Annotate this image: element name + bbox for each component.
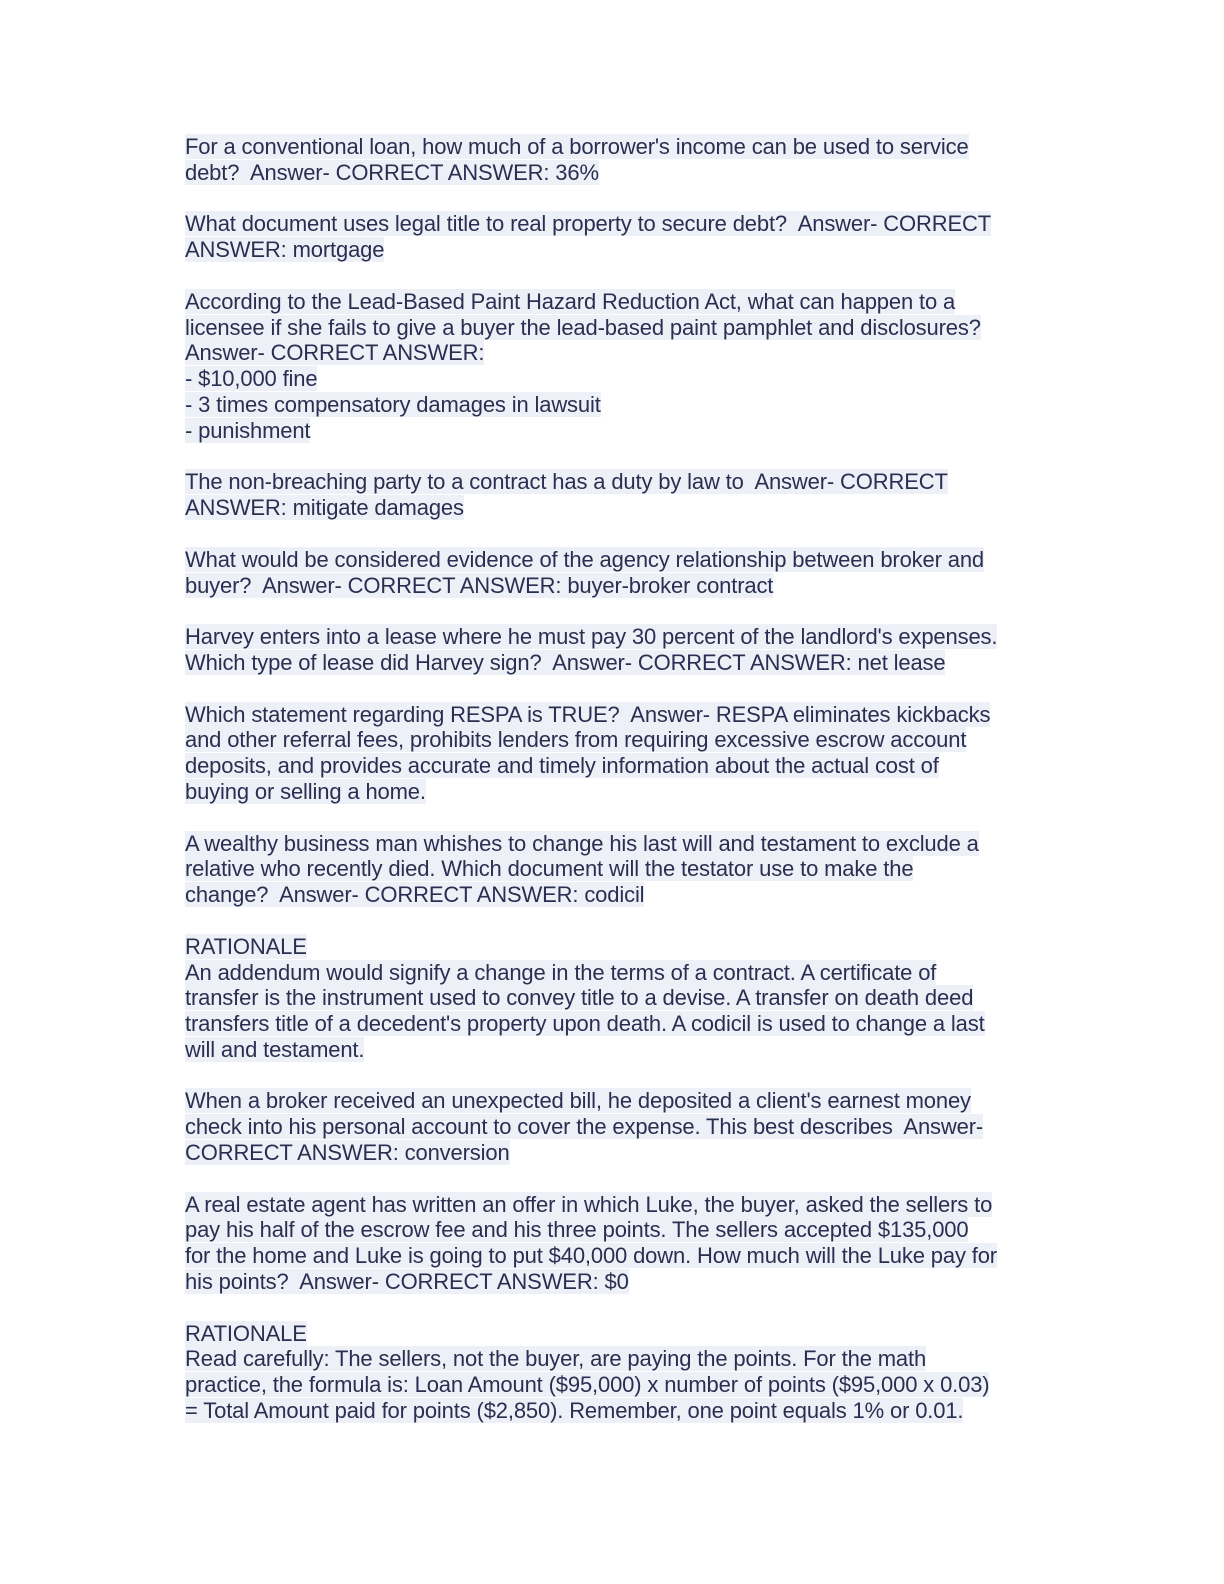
text-line-content: his points? Answer- CORRECT ANSWER: $0 bbox=[185, 1269, 629, 1295]
text-line bbox=[185, 753, 1035, 779]
text-line bbox=[185, 1217, 1035, 1243]
text-line-content: = Total Amount paid for points ($2,850). Remember, one point equals 1% or 0.01. bbox=[185, 1398, 964, 1424]
text-line bbox=[185, 727, 1035, 753]
text-line bbox=[185, 315, 1035, 341]
text-line-content: relative who recently died. Which document will the testator use to make the bbox=[185, 856, 914, 882]
text-line-content: buyer? Answer- CORRECT ANSWER: buyer-broker contract bbox=[185, 572, 774, 598]
rationale-block bbox=[185, 934, 1035, 1063]
text-line bbox=[185, 1243, 1035, 1269]
text-line-content: transfer is the instrument used to convey title to a devise. A transfer on death deed bbox=[185, 985, 974, 1011]
qa-block bbox=[185, 289, 1035, 444]
text-line bbox=[185, 366, 1035, 392]
text-line bbox=[185, 237, 1035, 263]
text-line-content: What document uses legal title to real property to secure debt? Answer- CORRECT bbox=[185, 211, 992, 237]
text-line bbox=[185, 211, 1035, 237]
text-line bbox=[185, 160, 1035, 186]
text-line bbox=[185, 1269, 1035, 1295]
text-line-content: - punishment bbox=[185, 417, 311, 443]
text-line bbox=[185, 1398, 1035, 1424]
rationale-block bbox=[185, 1321, 1035, 1424]
text-line-content: When a broker received an unexpected bill, he deposited a client's earnest money bbox=[185, 1088, 971, 1114]
text-line-content: CORRECT ANSWER: conversion bbox=[185, 1140, 510, 1166]
text-line bbox=[185, 779, 1035, 805]
text-line-content: According to the Lead-Based Paint Hazard Reduction Act, what can happen to a bbox=[185, 288, 956, 314]
qa-block bbox=[185, 134, 1035, 186]
text-line bbox=[185, 547, 1035, 573]
text-line-content: RATIONALE bbox=[185, 933, 307, 959]
text-line-content: Which statement regarding RESPA is TRUE? Answer- RESPA eliminates kickbacks bbox=[185, 701, 991, 727]
text-line bbox=[185, 392, 1035, 418]
text-line-content: ANSWER: mortgage bbox=[185, 237, 385, 263]
text-line-content: pay his half of the escrow fee and his three points. The sellers accepted $135,000 bbox=[185, 1217, 969, 1243]
rationale-heading bbox=[185, 1321, 1035, 1347]
text-line bbox=[185, 1140, 1035, 1166]
qa-block bbox=[185, 1088, 1035, 1165]
text-line bbox=[185, 856, 1035, 882]
text-line bbox=[185, 1088, 1035, 1114]
text-line-content: transfers title of a decedent's property upon death. A codicil is used to change a last bbox=[185, 1011, 985, 1037]
text-line-content: licensee if she fails to give a buyer the lead-based paint pamphlet and disclosures? bbox=[185, 314, 981, 340]
qa-block bbox=[185, 831, 1035, 908]
qa-block bbox=[185, 547, 1035, 599]
text-line bbox=[185, 1346, 1035, 1372]
qa-block bbox=[185, 469, 1035, 521]
text-line-content: Answer- CORRECT ANSWER: bbox=[185, 340, 485, 366]
text-line-content: will and testament. bbox=[185, 1036, 365, 1062]
text-line bbox=[185, 1011, 1035, 1037]
text-line bbox=[185, 289, 1035, 315]
qa-block bbox=[185, 211, 1035, 263]
text-line bbox=[185, 985, 1035, 1011]
text-line-content: for the home and Luke is going to put $40,000 down. How much will the Luke pay for bbox=[185, 1243, 997, 1269]
text-line-content: practice, the formula is: Loan Amount ($95,000) x number of points ($95,000 x 0.03) bbox=[185, 1372, 990, 1398]
text-line-content: A wealthy business man whishes to change his last will and testament to exclude a bbox=[185, 830, 979, 856]
qa-block bbox=[185, 624, 1035, 676]
text-line-content: An addendum would signify a change in the terms of a contract. A certificate of bbox=[185, 959, 937, 985]
text-line-content: Harvey enters into a lease where he must pay 30 percent of the landlord's expenses. bbox=[185, 624, 998, 650]
text-line bbox=[185, 650, 1035, 676]
text-line-content: - $10,000 fine bbox=[185, 366, 318, 392]
text-line bbox=[185, 1192, 1035, 1218]
qa-block bbox=[185, 1192, 1035, 1295]
text-line-content: debt? Answer- CORRECT ANSWER: 36% bbox=[185, 159, 599, 185]
text-line bbox=[185, 1114, 1035, 1140]
text-line-content: change? Answer- CORRECT ANSWER: codicil bbox=[185, 882, 645, 908]
text-line-content: The non-breaching party to a contract has a duty by law to Answer- CORRECT bbox=[185, 469, 948, 495]
qa-block bbox=[185, 702, 1035, 805]
text-line bbox=[185, 1037, 1035, 1063]
text-line bbox=[185, 418, 1035, 444]
text-line-content: What would be considered evidence of the agency relationship between broker and bbox=[185, 546, 985, 572]
text-line bbox=[185, 573, 1035, 599]
text-line-content: RATIONALE bbox=[185, 1320, 307, 1346]
rationale-heading bbox=[185, 934, 1035, 960]
text-line-content: check into his personal account to cover the expense. This best describes Answer- bbox=[185, 1114, 984, 1140]
text-line-content: buying or selling a home. bbox=[185, 778, 426, 804]
text-line-content: deposits, and provides accurate and timely information about the actual cost of bbox=[185, 753, 939, 779]
text-line bbox=[185, 1372, 1035, 1398]
text-line bbox=[185, 495, 1035, 521]
text-line bbox=[185, 134, 1035, 160]
text-line-content: Which type of lease did Harvey sign? Answer- CORRECT ANSWER: net lease bbox=[185, 649, 946, 675]
text-line-content: Read carefully: The sellers, not the buyer, are paying the points. For the math bbox=[185, 1346, 927, 1372]
text-line bbox=[185, 469, 1035, 495]
text-line-content: and other referral fees, prohibits lenders from requiring excessive escrow account bbox=[185, 727, 967, 753]
text-line bbox=[185, 960, 1035, 986]
text-line bbox=[185, 882, 1035, 908]
text-line-content: - 3 times compensatory damages in lawsuit bbox=[185, 391, 601, 417]
document-page bbox=[185, 134, 1035, 1450]
text-line bbox=[185, 702, 1035, 728]
text-line bbox=[185, 624, 1035, 650]
text-line-content: For a conventional loan, how much of a borrower's income can be used to service bbox=[185, 134, 969, 159]
text-line bbox=[185, 340, 1035, 366]
text-line-content: A real estate agent has written an offer in which Luke, the buyer, asked the sellers to bbox=[185, 1191, 993, 1217]
text-line bbox=[185, 831, 1035, 857]
text-line-content: ANSWER: mitigate damages bbox=[185, 495, 464, 521]
